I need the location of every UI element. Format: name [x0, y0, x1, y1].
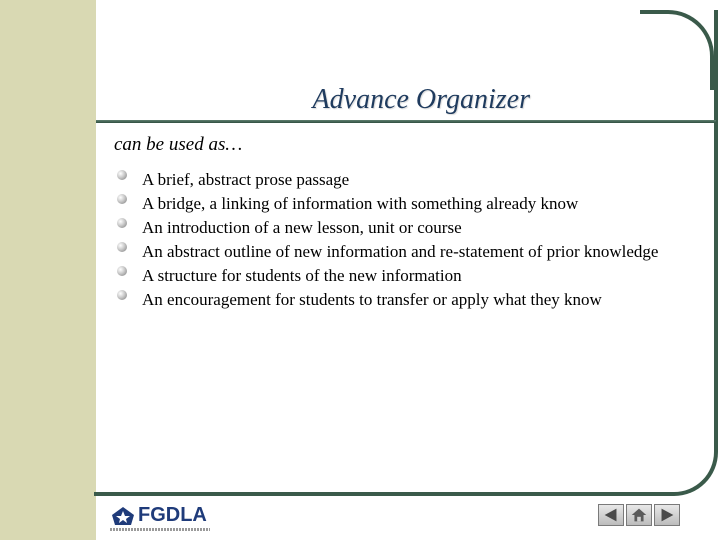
- logo-tagline-line: [110, 528, 210, 531]
- next-arrow-icon: [655, 505, 679, 525]
- bullet-item: [112, 264, 702, 288]
- home-icon: [627, 505, 651, 525]
- bullet-dot-icon: [117, 194, 127, 204]
- bullet-text: A structure for students of the new information: [142, 266, 462, 285]
- bullet-text: An abstract outline of new information and re-statement of prior knowledge: [142, 242, 659, 261]
- next-slide-button[interactable]: [654, 504, 680, 526]
- left-decorative-band: [0, 0, 96, 540]
- home-button[interactable]: [626, 504, 652, 526]
- bullet-text: A brief, abstract prose passage: [142, 170, 350, 189]
- prev-arrow-icon: [599, 505, 623, 525]
- slide-footer: [96, 494, 720, 540]
- logo-emblem-icon: [112, 507, 134, 525]
- bullet-text: An introduction of a new lesson, unit or course: [142, 218, 462, 237]
- bullet-dot-icon: [117, 170, 127, 180]
- bullet-list: [112, 168, 702, 312]
- bullet-dot-icon: [117, 218, 127, 228]
- bullet-item: [112, 216, 702, 240]
- logo-text: FGDLA: [138, 504, 207, 526]
- bullet-dot-icon: [117, 242, 127, 252]
- title-divider: [96, 120, 716, 123]
- bullet-dot-icon: [117, 266, 127, 276]
- fgdla-logo: [112, 504, 207, 527]
- bullet-dot-icon: [117, 290, 127, 300]
- bullet-text: A bridge, a linking of information with something already know: [142, 194, 579, 213]
- bullet-item: [112, 192, 702, 216]
- slide-subtitle: can be used as…: [114, 134, 243, 155]
- slide-title: Advance Organizer: [312, 84, 530, 115]
- bullet-text: An encouragement for students to transfer or apply what they know: [142, 290, 602, 309]
- bullet-item: [112, 240, 702, 264]
- prev-slide-button[interactable]: [598, 504, 624, 526]
- bullet-item: [112, 288, 702, 312]
- bullet-item: [112, 168, 702, 192]
